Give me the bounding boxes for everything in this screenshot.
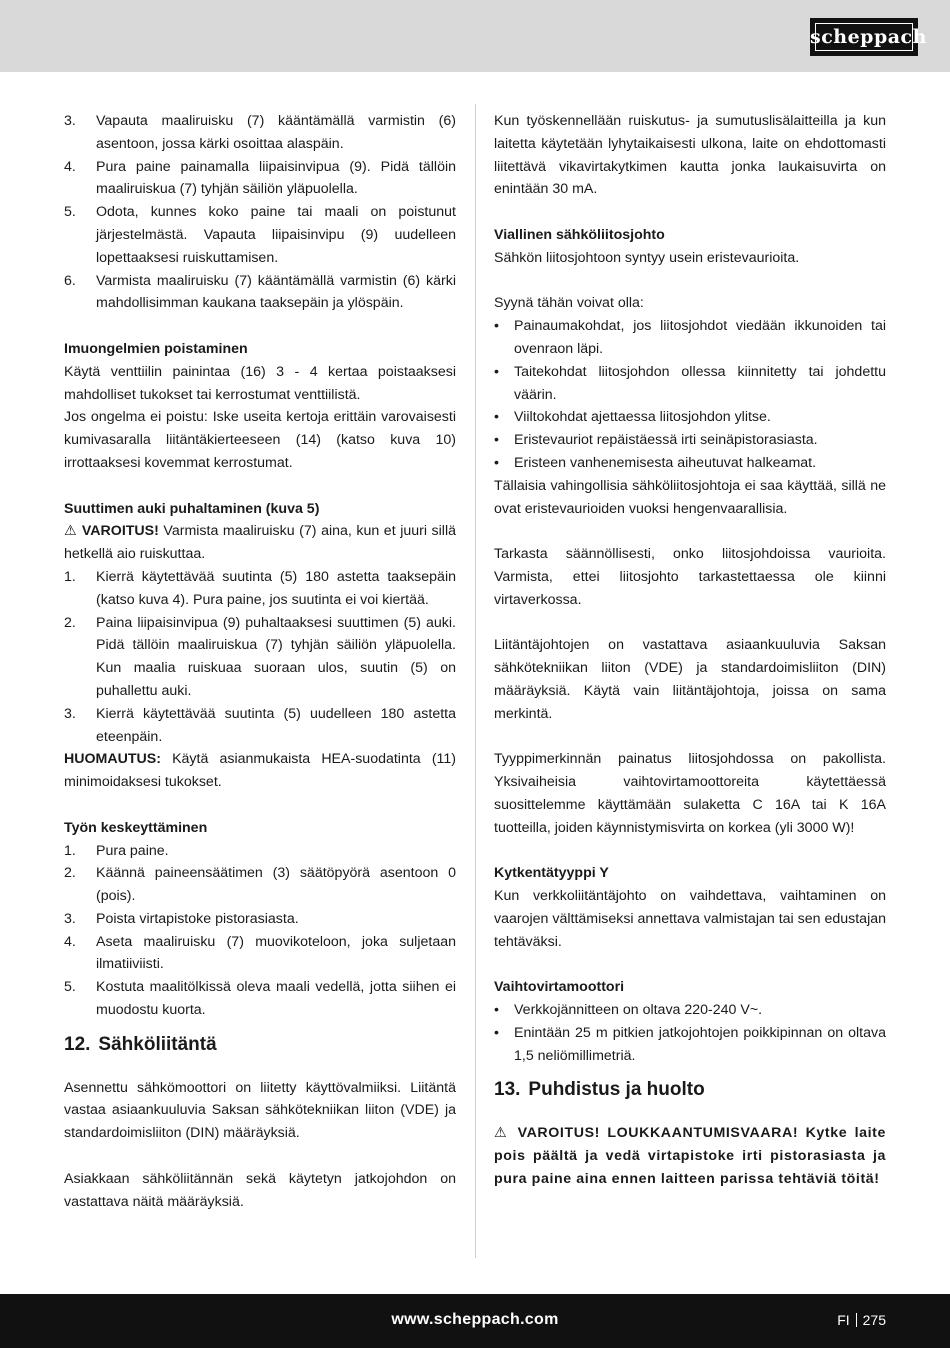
list-item: • Taitekohdat liitosjohdon ollessa kiinnitetty tai johdettu väärin. xyxy=(494,363,886,403)
list-item: 1. Kierrä käytettävää suutinta (5) 180 astetta taaksepäin (katso kuva 4). Pura paine, jos suutinta ei voi kiertää. xyxy=(64,568,456,608)
rcd-paragraph: Kun työskennellään ruiskutus- ja sumutuslisälaitteilla ja kun laitetta käytetään lyhytaikaisesti ulkona, laite on ehdottomasti liitettävä vikavirtakytkimen kautta jonka laukaisuvirta on enintään 30 mA. xyxy=(494,113,886,198)
separator xyxy=(856,1313,857,1327)
ac-motor-heading: Vaihtovirtamoottori xyxy=(494,979,625,996)
footer-website-link[interactable]: www.scheppach.com xyxy=(391,1311,559,1328)
list-item: 6. Varmista maaliruisku (7) kääntämällä varmistin (6) kärki mahdollisimman kaukana taaksepäin ja ylöspäin. xyxy=(64,272,456,312)
type-marking-paragraph: Tyyppimerkinnän painatus liitosjohdossa on pakollista. Yksivaiheisia vaihtovirtamoottoreita käytettäessä suosittelemme käyttämään sulaketta C 16A tai K 16A tuotteilla, joiden käynnistymisvirta on korkea (yli 3000 W)! xyxy=(494,751,886,836)
check-paragraph: Tarkasta säännöllisesti, onko liitosjohdoissa vaurioita. Varmista, ettei liitosjohto tarkastettaessa ole kiinni virtaverkossa. xyxy=(494,546,886,608)
right-column xyxy=(494,110,886,1191)
language-code: FI xyxy=(837,1312,850,1328)
list-item: 3. Kierrä käytettävää suutinta (5) uudelleen 180 astetta eteenpäin. xyxy=(64,705,456,745)
scheppach-logo: scheppach xyxy=(810,18,918,56)
imu-paragraph-2: Jos ongelma ei poistu: Iske useita kertoja erittäin varovaisesti kumivasaralla liitäntäkierteeseen (14) (katso kuva 10) irrottaaksesi kovemmat kerrostumat. xyxy=(64,409,456,471)
interrupt-steps-list xyxy=(64,840,456,1022)
column-divider xyxy=(475,104,476,1258)
list-item: • Eristevauriot repäistäessä irti seinäpistorasiasta. xyxy=(494,432,818,449)
section-12-paragraph-2: Asiakkaan sähköliitännän sekä käytetyn jatkojohdon on vastattava näitä määräyksiä. xyxy=(64,1170,456,1210)
warning-icon: ⚠ xyxy=(64,523,78,540)
section-12-title: 12. Sähköliitäntä xyxy=(64,1033,217,1055)
causes-intro: Syynä tähän voivat olla: xyxy=(494,295,644,312)
ytype-paragraph: Kun verkkoliitäntäjohto on vaihdettava, vaihtaminen on vaarojen välttämiseksi annettava valmistajan tai sen edustajan tehtäväksi. xyxy=(494,888,886,950)
interrupt-heading: Työn keskeyttäminen xyxy=(64,819,208,836)
ac-motor-list xyxy=(494,999,886,1067)
list-item: 2. Paina liipaisinvipua (9) puhaltaaksesi suuttimen (5) auki. Pidä tällöin maaliruiskua (7) tyhjän säiliön yläpuolella. Kun maalia ruiskuaa suoraan ulos, suutin (5) on puhallettu auki. xyxy=(64,614,456,699)
warning-label: VAROITUS! xyxy=(81,523,159,540)
causes-after: Tällaisia vahingollisia sähköliitosjohtoja ei saa käyttää, sillä ne ovat eristevaurioiden vuoksi hengenvaarallisia. xyxy=(494,477,886,517)
list-item: 2. Käännä paineensäätimen (3) säätöpyörä asentoon 0 (pois). xyxy=(64,865,456,905)
section-13-title: 13. Puhdistus ja huolto xyxy=(494,1079,705,1101)
list-item: • Eristeen vanhenemisesta aiheutuvat halkeamat. xyxy=(494,454,817,471)
vde-paragraph: Liitäntäjohtojen on vastattava asiaankuuluvia Saksan sähkötekniikan liiton (VDE) ja standardoimisliiton (DIN) määräyksiä. Käytä vain liitäntäjohtoja, joissa on sama merkintä. xyxy=(494,637,886,722)
list-item: 4. Aseta maaliruisku (7) muovikoteloon, joka suljetaan ilmatiiviisti. xyxy=(64,933,456,973)
list-item: 5. Odota, kunnes koko paine tai maali on poistunut järjestelmästä. Vapauta liipaisinvipu (9) uudelleen lopettaaksesi ruiskuttamisen. xyxy=(64,204,456,266)
header-band xyxy=(0,0,950,72)
footer xyxy=(0,1294,950,1348)
causes-list xyxy=(494,315,886,475)
page-number xyxy=(837,1308,886,1332)
nozzle-heading: Suuttimen auki puhaltaminen (kuva 5) xyxy=(64,500,320,517)
list-item: • Painaumakohdat, jos liitosjohdot viedään ikkunoiden tai ovenraon läpi. xyxy=(494,318,886,357)
list-item: • Viiltokohdat ajettaessa liitosjohdon ylitse. xyxy=(494,409,771,426)
imu-paragraph-1: Käytä venttiilin painintaa (16) 3 - 4 kertaa poistaaksesi mahdolliset tukokset tai kerrostumat venttiilistä. xyxy=(64,363,456,403)
left-column xyxy=(64,110,456,1213)
nozzle-steps-list xyxy=(64,566,456,748)
list-item: • Verkkojännitteen on oltava 220-240 V~. xyxy=(494,1002,763,1019)
warning-icon: ⚠ xyxy=(494,1125,511,1142)
list-item: 5. Kostuta maalitölkissä oleva maali vedellä, jotta siihen ei muodostu kuorta. xyxy=(64,979,456,1019)
section-12-paragraph-1: Asennettu sähkömoottori on liitetty käyttövalmiiksi. Liitäntä vastaa asiaankuuluvia Saksan sähkötekniikan liiton (VDE) ja standardoimisliiton (DIN) määräyksiä. xyxy=(64,1079,456,1142)
list-item: 1. Pura paine. xyxy=(64,842,169,859)
page-number-value: 275 xyxy=(862,1312,886,1328)
release-steps-list xyxy=(64,110,456,315)
imu-heading: Imuongelmien poistaminen xyxy=(64,340,248,357)
list-item: 4. Pura paine painamalla liipaisinvipua (9). Pidä tällöin maaliruiskua (7) tyhjän säiliön yläpuolella. xyxy=(64,158,456,198)
list-item: • Enintään 25 m pitkien jatkojohtojen poikkipinnan on oltava 1,5 neliömillimetriä. xyxy=(494,1024,886,1064)
list-item: 3. Vapauta maaliruisku (7) kääntämällä varmistin (6) asentoon, jossa kärki osoittaa alaspäin. xyxy=(64,113,456,152)
note-label: HUOMAUTUS: xyxy=(64,751,161,768)
section-13-warning: ⚠ VAROITUS! LOUKKAANTUMISVAARA! Kytke laite pois päältä ja vedä virtapistoke irti pistorasiasta ja pura paine aina ennen laitteen parissa tehtäviä töitä! xyxy=(494,1125,887,1187)
ytype-heading: Kytkentätyyppi Y xyxy=(494,865,609,882)
note-paragraph: HUOMAUTUS: Käytä asianmukaista HEA-suodatinta (11) minimoidaksesi tukokset. xyxy=(64,751,456,791)
list-item: 3. Poista virtapistoke pistorasiasta. xyxy=(64,910,299,927)
cable-heading: Viallinen sähköliitosjohto xyxy=(494,226,665,243)
cable-paragraph: Sähkön liitosjohtoon syntyy usein eristevaurioita. xyxy=(494,249,800,266)
nozzle-warning: ⚠ VAROITUS! Varmista maaliruisku (7) aina, kun et juuri sillä hetkellä aio ruiskuttaa. xyxy=(64,523,456,563)
